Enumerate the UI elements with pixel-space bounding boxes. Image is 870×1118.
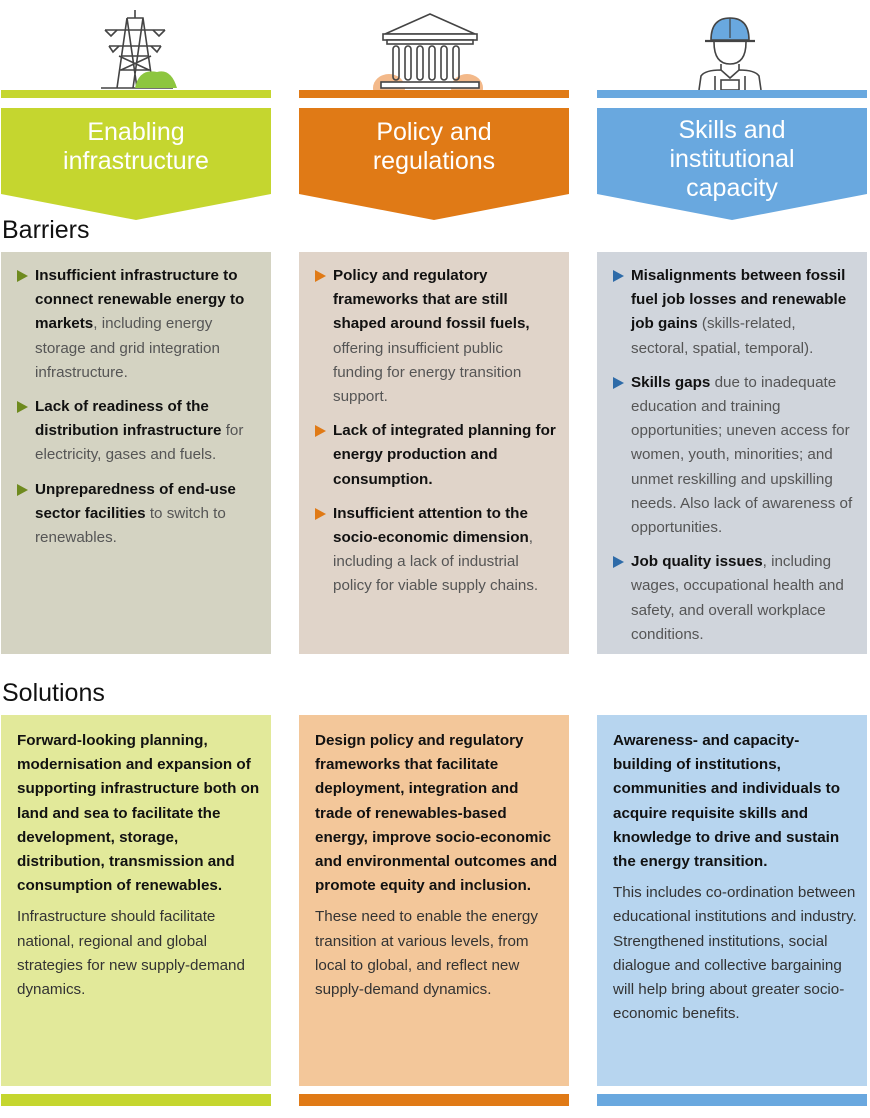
- barrier-item: [315, 264, 557, 409]
- solutions-box: [597, 715, 867, 1086]
- barriers-box: [299, 252, 569, 654]
- barrier-bold: Unpreparedness of end-use sector facilities: [35, 480, 236, 522]
- banner-policy-regulations: [299, 108, 569, 220]
- barrier-item: [17, 478, 259, 551]
- barrier-bold: Insufficient attention to the socio-economic dimension: [333, 504, 529, 547]
- barrier-item: [315, 502, 557, 599]
- accent-bar: [597, 90, 867, 98]
- solution-bold: Awareness- and capacity-building of institutions, communities and individuals to acquire requisite skills and knowledge to drive and sustain the energy transition.: [613, 732, 840, 871]
- solution-text: Infrastructure should facilitate national, regional and global strategies for new supply-demand dynamics.: [17, 908, 245, 999]
- barrier-item: [613, 550, 855, 647]
- banner-title-line: Policy and: [376, 118, 492, 146]
- barrier-item: [17, 395, 259, 468]
- triangle-bullet-icon: [315, 508, 326, 520]
- power-tower-icon: [1, 8, 271, 90]
- accent-bar: [299, 90, 569, 98]
- barriers-box: [597, 252, 867, 654]
- barrier-text: (skills-related, sectoral, spatial, temporal).: [631, 315, 814, 357]
- barrier-item: [613, 371, 855, 540]
- barrier-bold: Misalignments between fossil fuel job losses and renewable job gains: [631, 267, 847, 333]
- triangle-bullet-icon: [613, 556, 624, 568]
- barrier-bold: Insufficient infrastructure to connect renewable energy to markets: [35, 267, 245, 333]
- banner-title-line: infrastructure: [63, 147, 209, 175]
- bottom-bar: [1, 1094, 271, 1106]
- triangle-bullet-icon: [315, 270, 326, 282]
- barrier-text: , including wages, occupational health and safety, and overall workplace conditions.: [631, 553, 844, 643]
- banner-enabling-infrastructure: [1, 108, 271, 220]
- barrier-bold: Lack of readiness of the distribution infrastructure: [35, 398, 222, 440]
- barrier-bold: Policy and regulatory frameworks that are still shaped around fossil fuels,: [333, 267, 530, 333]
- government-building-icon: [299, 8, 569, 90]
- banner-title-line: Skills and: [678, 116, 786, 144]
- triangle-bullet-icon: [315, 425, 326, 437]
- triangle-bullet-icon: [17, 270, 28, 282]
- barriers-heading: Barriers: [2, 216, 90, 244]
- barrier-bold: Skills gaps: [631, 373, 711, 391]
- barrier-text: offering insufficient public funding for energy transition support.: [333, 339, 522, 406]
- bottom-bar: [299, 1094, 569, 1106]
- accent-bar: [1, 90, 271, 98]
- barrier-item: [315, 419, 557, 492]
- barrier-bold: Job quality issues: [631, 553, 763, 571]
- banner-skills-capacity: [597, 108, 867, 220]
- solution-bold: Forward-looking planning, modernisation and expansion of supporting infrastructure both on land and sea to facilitate the development, storage, distribution, transmission and consumption of renewables.: [17, 732, 260, 895]
- triangle-bullet-icon: [613, 270, 624, 282]
- solutions-box: [299, 715, 569, 1086]
- banner-title-line: Enabling: [87, 118, 185, 146]
- barriers-box: [1, 252, 271, 654]
- barrier-item: [17, 264, 259, 385]
- triangle-bullet-icon: [17, 401, 28, 413]
- solution-text: These need to enable the energy transition at various levels, from local to global, and reflect new supply-demand dynamics.: [315, 908, 538, 999]
- barrier-text: , including energy storage and grid integration infrastructure.: [35, 315, 220, 381]
- barrier-text: to switch to renewables.: [35, 504, 226, 547]
- triangle-bullet-icon: [613, 377, 624, 389]
- banner-title-line: institutional: [669, 145, 795, 173]
- banner-title-line: regulations: [372, 147, 496, 175]
- barrier-item: [613, 264, 855, 361]
- barrier-bold: Lack of integrated planning for energy production and consumption.: [333, 422, 556, 488]
- bottom-bar: [597, 1094, 867, 1106]
- barrier-text: for electricity, gases and fuels.: [35, 422, 244, 464]
- solution-text: This includes co-ordination between educational institutions and industry. Strengthened institutions, social dialogue and collective bargaining will help bring about greater socio-economic benefits.: [613, 884, 857, 1023]
- solutions-box: [1, 715, 271, 1086]
- solution-bold: Design policy and regulatory frameworks that facilitate deployment, integration and trade of renewables-based energy, improve socio-economic and environmental outcomes and promote equity and inclusion.: [315, 732, 558, 895]
- barrier-text: , including a lack of industrial policy for viable supply chains.: [333, 529, 539, 595]
- banner-title-line: capacity: [686, 174, 778, 202]
- solutions-heading: Solutions: [2, 679, 105, 707]
- barrier-text: due to inadequate education and training opportunities; uneven access for women, youth, minorities; and unmet reskilling and upskilling needs. Also lack of awareness of opportunities.: [631, 373, 853, 537]
- worker-helmet-icon: [597, 8, 867, 90]
- triangle-bullet-icon: [17, 484, 28, 496]
